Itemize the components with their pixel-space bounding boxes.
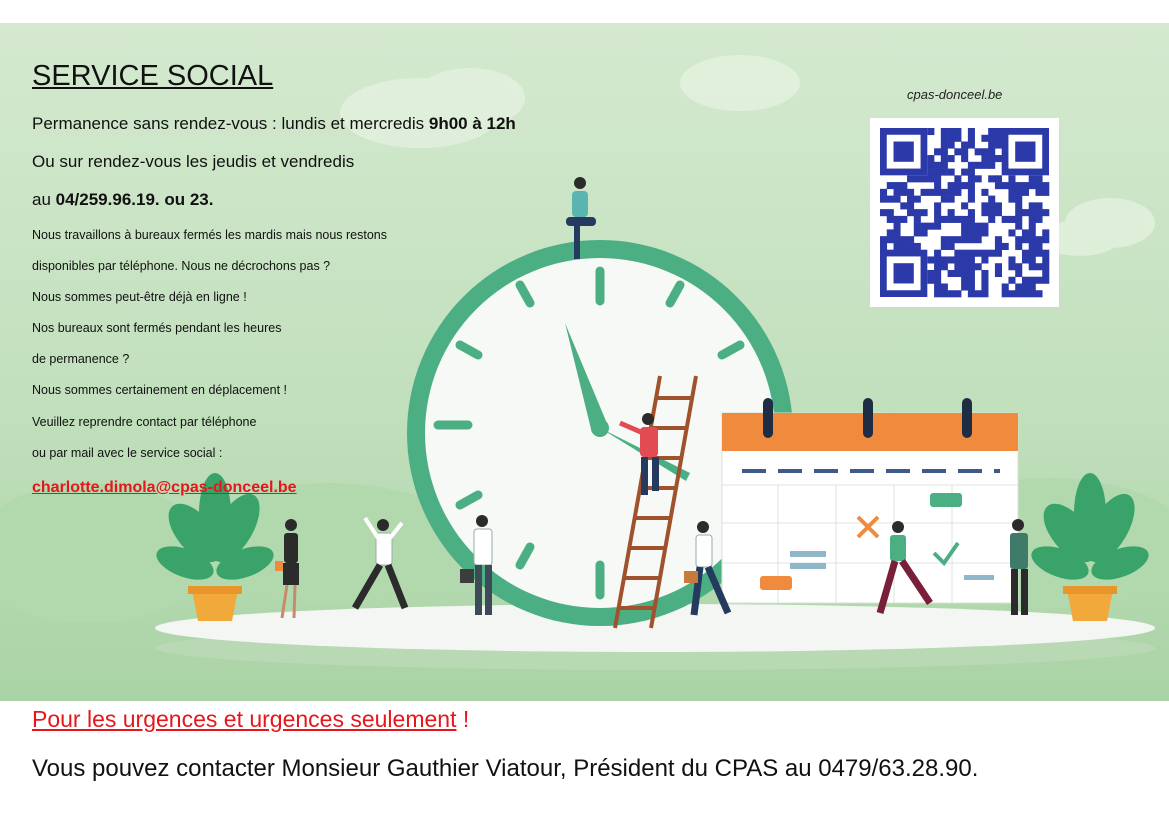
- qr-code[interactable]: [870, 118, 1059, 307]
- note-line: de permanence ?: [32, 352, 130, 366]
- note-line: Nous travaillons à bureaux fermés les mardis mais nous restons: [32, 228, 388, 242]
- email-link[interactable]: charlotte.dimola@cpas-donceel.be: [32, 479, 297, 496]
- walk-in-hours: [32, 114, 516, 134]
- page-title: SERVICE SOCIAL: [32, 60, 274, 92]
- note-line: Nous sommes peut-être déjà en ligne !: [32, 290, 247, 304]
- note-line: Veuillez reprendre contact par téléphone: [32, 415, 257, 429]
- urgent-notice: [32, 706, 469, 733]
- qr-code-graphic: [870, 118, 1059, 307]
- walk-in-hours-text: Permanence sans rendez-vous : lundis et mercredis: [32, 114, 429, 133]
- president-contact: Vous pouvez contacter Monsieur Gauthier Viatour, Président du CPAS au 0479/63.28.90.: [32, 755, 979, 782]
- walk-in-hours-time: 9h00 à 12h: [428, 114, 516, 133]
- poster: [0, 23, 1169, 701]
- note-line: disponibles par téléphone. Nous ne décrochons pas ?: [32, 259, 331, 273]
- note-line: Nous sommes certainement en déplacement !: [32, 383, 287, 397]
- phone-number: 04/259.96.19. ou 23.: [55, 190, 214, 209]
- calendar: [722, 398, 1018, 603]
- website-label: cpas-donceel.be: [907, 87, 1003, 102]
- appointment-days: Ou sur rendez-vous les jeudis et vendredis: [32, 152, 355, 171]
- phone-prefix: au: [32, 190, 56, 209]
- phone-line: [32, 190, 213, 210]
- urgent-notice-text: Pour les urgences et urgences seulement: [32, 706, 457, 732]
- urgent-notice-exclamation: !: [456, 706, 470, 732]
- note-line: ou par mail avec le service social :: [32, 446, 223, 460]
- note-line: Nos bureaux sont fermés pendant les heures: [32, 321, 282, 335]
